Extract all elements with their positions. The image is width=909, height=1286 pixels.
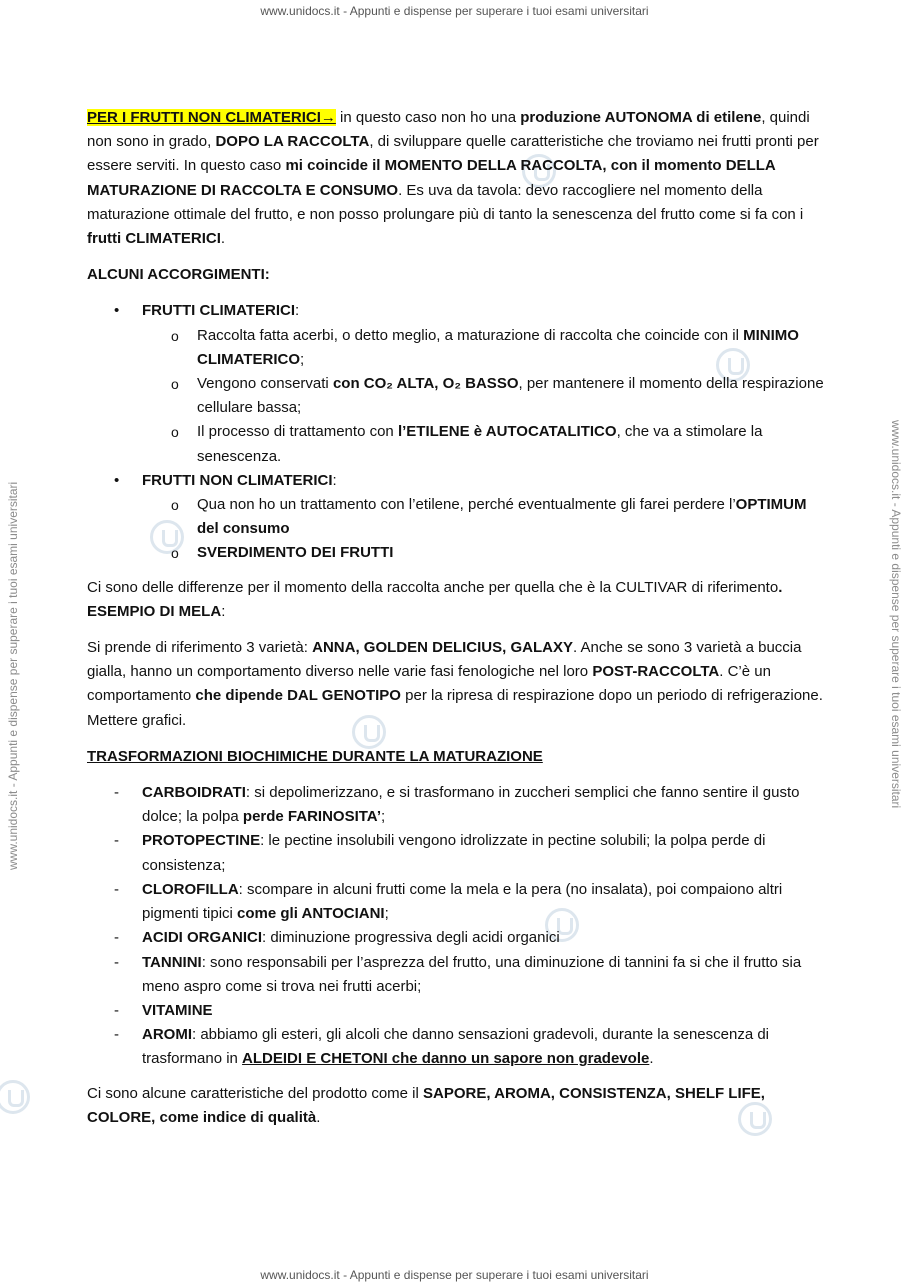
text: : le pectine insolubili vengono idrolizzate in pectine solubili; la polpa perde di consistenza;: [142, 832, 766, 874]
sub-list: [142, 493, 827, 566]
text: : abbiamo gli esteri, gli alcoli che danno sensazioni gradevoli, durante la senescenza di trasformano in: [142, 1026, 770, 1068]
list-item: [87, 1023, 827, 1071]
bold-text: ALCUNI ACCORGIMENTI:: [87, 266, 270, 284]
text: , quindi non sono in grado,: [87, 109, 810, 151]
text: :: [221, 602, 226, 620]
bold-text: CLOROFILLA: [142, 880, 239, 898]
side-watermark-left: www.unidocs.it - Appunti e dispense per superare i tuoi esami universitari: [6, 481, 20, 870]
bold-text: MINIMO CLIMATERICO: [197, 326, 799, 368]
document-body: [87, 106, 827, 1130]
text: , di sviluppare quelle caratteristiche che troviamo nei frutti pronti per essere serviti. In questo caso: [87, 133, 819, 175]
heading-trasformazioni: TRASFORMAZIONI BIOCHIMICHE DURANTE LA MATURAZIONE: [87, 747, 543, 765]
text: Si prende di riferimento 3 varietà:: [87, 639, 313, 657]
list-item-climaterici: [87, 299, 827, 468]
bold-text: . ESEMPIO DI MELA: [87, 578, 783, 620]
footer-banner: www.unidocs.it - Appunti e dispense per superare i tuoi esami universitari: [260, 1268, 649, 1282]
text: : diminuzione progressiva degli acidi organici: [262, 929, 560, 947]
text: .: [649, 1050, 654, 1068]
list-item: [87, 926, 827, 950]
bold-text: AROMI: [142, 1026, 192, 1044]
text: ;: [384, 905, 389, 923]
bold-text: l’ETILENE è AUTOCATALITICO: [397, 423, 617, 441]
text: in questo caso non ho una: [335, 109, 521, 126]
text: , che va a stimolare la senescenza.: [197, 423, 763, 465]
text: . Es uva da tavola: devo raccogliere nel momento della maturazione ottimale del frutto, e non posso prolungare più di tanto la senescenza del frutto come si fa con i: [87, 181, 804, 223]
bold-text: PROTOPECTINE: [142, 832, 261, 850]
bold-text: produzione AUTONOMA di etilene: [520, 109, 762, 126]
paragraph-cultivar: [87, 576, 827, 624]
text: :: [295, 302, 300, 320]
text: Vengono conservati: [197, 375, 333, 393]
bold-text: ANNA, GOLDEN DELICIUS, GALAXY: [312, 639, 573, 657]
accorgimenti-list: [87, 299, 827, 565]
text: ;: [300, 350, 305, 368]
paragraph-varieta: [87, 636, 827, 733]
bold-text: SAPORE, AROMA, CONSISTENZA, SHELF LIFE, COLORE, come indice di qualità: [87, 1084, 765, 1126]
list-item: [87, 829, 827, 877]
bold-text: con CO₂ ALTA, O₂ BASSO: [332, 375, 519, 393]
text: .: [316, 1108, 321, 1126]
sub-list-item: [87, 493, 827, 541]
list-item: [87, 999, 827, 1023]
list-item: [87, 878, 827, 926]
text: Raccolta fatta acerbi, o detto meglio, a maturazione di raccolta che coincide con il: [197, 326, 744, 344]
bold-text: perde FARINOSITA’: [242, 808, 381, 826]
bold-text: SVERDIMENTO DEI FRUTTI: [197, 544, 394, 562]
bold-text: frutti CLIMATERICI: [87, 230, 221, 248]
bold-underlined-text: ALDEIDI E CHETONI che danno un sapore non gradevole: [242, 1050, 650, 1068]
highlighted-heading: PER I FRUTTI NON CLIMATERICI→: [87, 109, 336, 126]
paragraph-final: [87, 1082, 827, 1130]
text: : scompare in alcuni frutti come la mela e la pera (no insalata), poi compaiono altri pigmenti tipici: [142, 880, 783, 923]
text: Il processo di trattamento con: [197, 423, 398, 441]
text: : sono responsabili per l’asprezza del frutto, una diminuzione di tannini fa si che il frutto sia meno aspro come si trova nei frutti acerbi;: [142, 953, 802, 995]
paragraph-non-climaterici: [87, 106, 827, 251]
text: . C’è un comportamento: [87, 663, 771, 705]
bold-text: DOPO LA RACCOLTA: [215, 133, 370, 151]
trasformazioni-list: [87, 781, 827, 1071]
text: : si depolimerizzano, e si trasformano in zuccheri semplici che fanno sentire il gusto dolce; la polpa: [142, 784, 800, 826]
bold-text: FRUTTI CLIMATERICI: [142, 302, 296, 320]
text: . Anche se sono 3 varietà a buccia gialla, hanno un comportamento diverso nelle varie fasi fenologiche nel loro: [87, 639, 802, 681]
bold-text: TANNINI: [142, 953, 202, 971]
sub-list-item: [87, 324, 827, 372]
bold-text: come gli ANTOCIANI: [237, 905, 385, 923]
text: :: [332, 471, 337, 489]
text: , per mantenere il momento della respirazione cellulare bassa;: [197, 375, 824, 417]
side-watermark-right: www.unidocs.it - Appunti e dispense per superare i tuoi esami universitari: [889, 420, 903, 809]
text: ;: [380, 808, 386, 826]
text: .: [220, 230, 226, 248]
text: per la ripresa di respirazione dopo un periodo di refrigerazione. Mettere grafici.: [87, 687, 823, 729]
header-banner: www.unidocs.it - Appunti e dispense per superare i tuoi esami universitari: [260, 4, 649, 18]
bold-text: VITAMINE: [142, 1001, 213, 1019]
sub-list-item: [87, 372, 827, 420]
text: Qua non ho un trattamento con l’etilene, perché eventualmente gli farei perdere l’: [197, 496, 736, 514]
list-item: [87, 781, 827, 829]
sub-list: [142, 324, 827, 469]
text: Ci sono alcune caratteristiche del prodotto come il: [87, 1084, 424, 1102]
bold-text: OPTIMUM del consumo: [197, 496, 807, 538]
list-item-non-climaterici: [87, 469, 827, 566]
bold-text: che dipende DAL GENOTIPO: [195, 687, 401, 705]
bold-text: mi coincide il MOMENTO DELLA RACCOLTA, con il momento DELLA MATURAZIONE DI RACCOLTA E CONSUMO: [87, 157, 776, 199]
bold-text: CARBOIDRATI: [142, 784, 246, 802]
bold-text: FRUTTI NON CLIMATERICI: [142, 471, 333, 489]
sub-list-item: [87, 541, 827, 565]
heading-accorgimenti: [87, 263, 827, 287]
watermark-logo-icon: [0, 1080, 30, 1114]
text: Ci sono delle differenze per il momento della raccolta anche per quella che è la CULTIVAR di riferimento: [87, 578, 779, 596]
sub-list-item: [87, 420, 827, 468]
list-item: [87, 951, 827, 999]
bold-text: POST-RACCOLTA: [592, 663, 720, 681]
bold-text: ACIDI ORGANICI: [142, 929, 262, 947]
